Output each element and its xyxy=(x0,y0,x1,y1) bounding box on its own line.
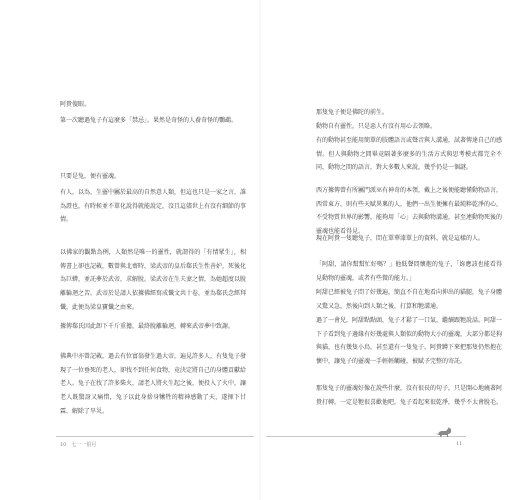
paragraph: 據傳郗氏因此卸下千斤重擔，最終脫離輪迴，轉來武帝夢中致謝。 xyxy=(60,323,235,330)
paragraph: 阿甜已經被兔子問了好幾遍，簡直不自在地看向伸出的貓腿，兔子身體又驚又急，然後向到人類之後，打算和牠溝通。 xyxy=(316,289,503,310)
paragraph: 那隻兔子的靈魂好像在說些什麼，沒有很長的句子，只是開心地繞著阿貴打轉，一定是牠很喜歡他吧。兔子看起來很乾淨，幾乎不太會脫毛。 xyxy=(316,385,503,406)
paragraph: 以佛家的觀點為例，人類然是唯一的靈性，就謂得的「有情眾生」，相傳書上卻也記載，數曾與北齋時，梁武帝的皇后郗氏生性善妒，死後化為巨蟒，並託夢於武帝，求解脫。梁武帝在生夫妻之情，為她超度以脫離輪迴之苦。武帝於是請人依據佛經寫成懺文共十卷，並為郗氏念經拜懺，此便為梁皇寶懺之由來。 xyxy=(60,249,247,311)
paragraph: 那隻兔子便是佛陀的前生。 xyxy=(316,109,389,116)
paragraph: 佛典中亦曾記載，過去有位富翁發生過大帝，遍見許多人，有隻兔子發現了一位垂死的老人，卻找不到任何食物，竟決定將自己的身體貢獻給老人。兔子在找了許多柴火，請老人將火生起之後，便投入了火中，讓老人既驚訝又痛惜，兔子以此身捨身犧牲的精神感動了天，遂揮下甘霖，解除了旱災。 xyxy=(60,353,247,415)
cat-icon xyxy=(436,426,452,438)
page-divider xyxy=(56,436,254,437)
page-number: 10 七一一伯月 xyxy=(60,442,97,448)
paragraph: 阿貴傻眼。 xyxy=(60,101,91,108)
paragraph: 過了一會兒，阿甜點點頭，兔子才鬆了一口氣，繼續跟牠說話。阿甜一下子看到兔子邊緣有好幾處與人類似的動物大小的靈魂，大部分都是狗與貓，也有幾隻小鳥，甚至還有一隻兔子。阿貴蹲下來把那隻仍然抱在懷中，讓兔子的靈魂一手輕輕觸碰，被賦予完整的寄託。 xyxy=(316,317,503,366)
paragraph: 西方據傳曾有所屬門派巫有神奇的本領，戴上之後便能聽懂動物語言，西常東方，則有些天賦異稟的人，他們一出生便擁有最純粹乾淨的心，不受物質世界的影響，能夠用「心」去與動物溝通，甚至連動物死後的靈魂也能看得見。 xyxy=(316,187,503,236)
paragraph: 只要是兔，便有靈魂。 xyxy=(60,173,121,180)
paragraph: 「阿甜，請你幫幫忙好嗎？」他低聲問懷抱的兔子，「妳應該也能看得見動物的靈魂，或者有些微的能力。」 xyxy=(316,261,502,282)
paragraph: 有的動物甚至能用簡單的肢體語言或聲音與人溝通，試著傳達自己的感情。但人與動物之間畢竟隔著多麼多的生活方式與思考模式都完全不同，動物之間的語言，對大多數人來說，幾乎仍是一個謎。 xyxy=(316,137,503,172)
paragraph: 有人，以為，生靈中屬於最高的自然意人類，但這也只是一家之言，誰為證也，有時候並不單化說得就能說定，沒且這儘世上有沒有細節的事情。 xyxy=(60,189,247,224)
paragraph: 現在阿貴一隻聽兔子，問在單華漆單上的資料，就是這樣的人。 xyxy=(316,235,485,242)
right-page xyxy=(260,0,520,500)
page-number: 11 xyxy=(456,441,463,447)
paragraph: 動物自有靈性，只是惡人有沒有用心去領略。 xyxy=(316,123,437,130)
paragraph: 第一次聽過兔子有這麼多「禁忌」。果然是奇怪的人養奇怪的鸚鵡。 xyxy=(60,117,238,124)
